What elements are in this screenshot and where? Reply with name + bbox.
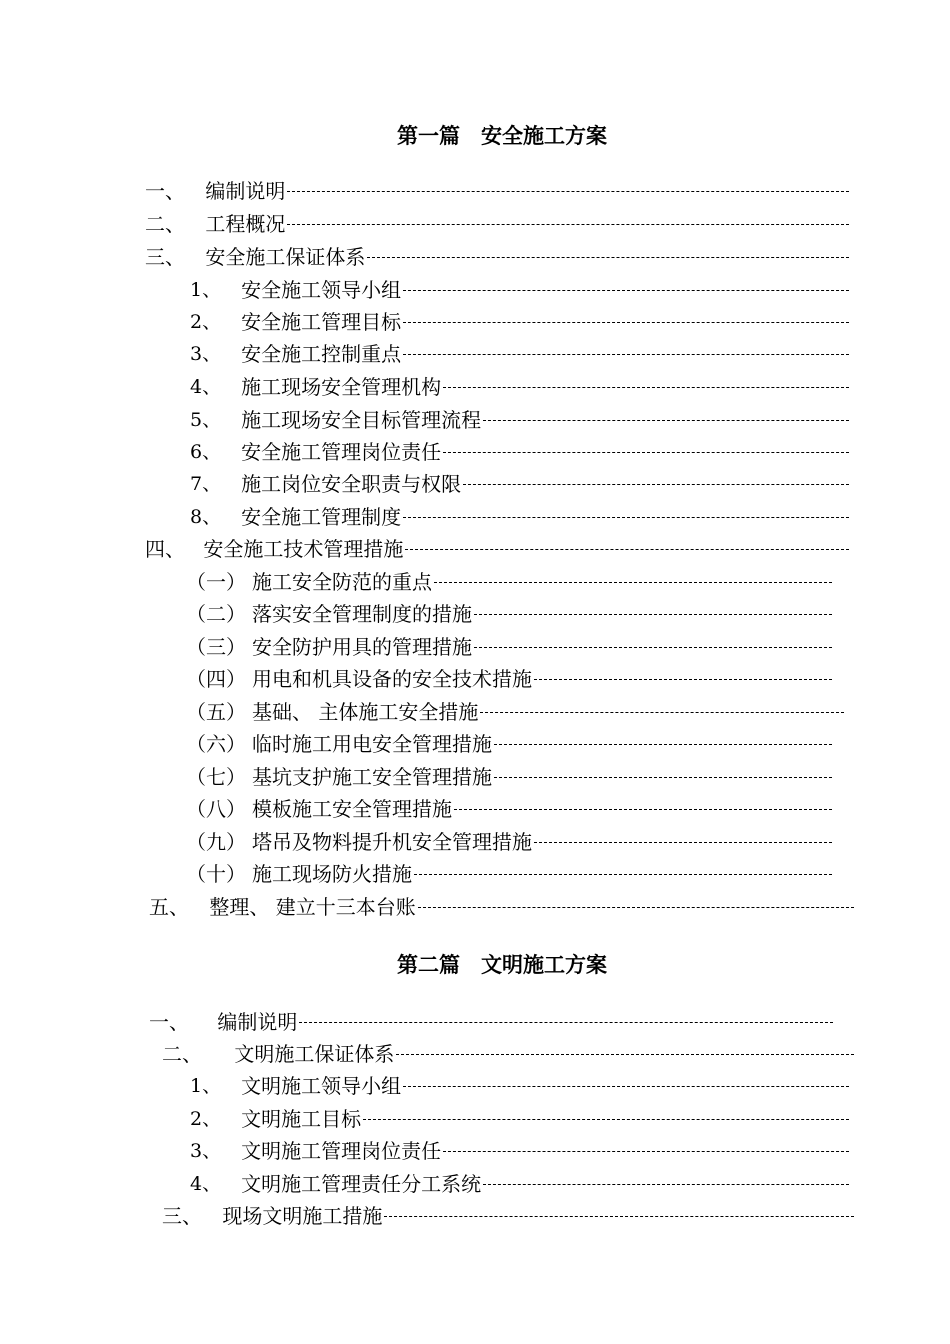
toc-entry-number: 一、 (145, 178, 192, 203)
leader-dashes (474, 647, 832, 648)
leader-dashes (414, 874, 832, 875)
toc-entry-label: 安全施工控制重点 (241, 341, 402, 366)
toc-entry (145, 532, 849, 562)
toc-entry (186, 792, 832, 822)
toc-entry-label: 编制说明 (205, 178, 286, 203)
toc-entry-label: 安全施工管理制度 (241, 504, 402, 529)
leader-dashes (287, 191, 849, 192)
toc-entry-label: 施工安全防范的重点 (252, 569, 432, 594)
toc-entry-number: 二、 (162, 1041, 209, 1066)
toc-entry-label: 基坑支护施工安全管理措施 (252, 764, 492, 789)
toc-entry-label: 施工现场安全管理机构 (241, 374, 442, 399)
toc-entry-number: （二） (186, 601, 246, 626)
toc-entry (186, 825, 832, 855)
toc-entry (186, 857, 832, 887)
leader-dashes (443, 452, 849, 453)
leader-dashes (418, 907, 854, 908)
toc-entry-number: （三） (186, 634, 246, 659)
toc-entry (190, 1134, 849, 1164)
leader-dashes (483, 420, 849, 421)
leader-dashes (405, 549, 849, 550)
leader-dashes (396, 1054, 854, 1055)
toc-entry-number: 五、 (149, 894, 196, 919)
leader-dashes (434, 582, 832, 583)
toc-entry-number: 1、 (190, 1074, 228, 1097)
toc-entry (186, 597, 832, 627)
leader-dashes (534, 679, 832, 680)
leader-dashes (299, 1022, 833, 1023)
toc-entry-number: 5、 (190, 408, 228, 431)
toc-entry-number: 三、 (145, 244, 192, 269)
toc-entry (162, 1037, 854, 1067)
toc-entry-number: （一） (186, 569, 246, 594)
leader-dashes (494, 777, 832, 778)
toc-entry-label: 塔吊及物料提升机安全管理措施 (252, 829, 532, 854)
leader-dashes (454, 809, 832, 810)
toc-entry-label: 文明施工目标 (241, 1106, 362, 1131)
toc-entry (190, 305, 849, 335)
toc-entry (145, 240, 849, 270)
toc-entry-number: （八） (186, 796, 246, 821)
toc-entry-label: 文明施工管理责任分工系统 (241, 1171, 482, 1196)
toc-entry (190, 337, 849, 367)
toc-entry (186, 695, 844, 725)
toc-entry-label: 基础、 主体施工安全措施 (252, 699, 479, 724)
toc-entry (190, 273, 849, 303)
leader-dashes (494, 744, 832, 745)
toc-entry-label: 施工岗位安全职责与权限 (241, 471, 462, 496)
toc-entry-label: 现场文明施工措施 (222, 1203, 383, 1228)
toc-entry-number: 四、 (145, 536, 192, 561)
toc-entry-label: 模板施工安全管理措施 (252, 796, 452, 821)
leader-dashes (534, 842, 832, 843)
toc-entry-label: 安全施工保证体系 (205, 244, 366, 269)
toc-entry-number: 6、 (190, 440, 228, 463)
toc-entry (190, 1167, 849, 1197)
toc-entry-label: 施工现场安全目标管理流程 (241, 407, 482, 432)
toc-entry-label: 临时施工用电安全管理措施 (252, 731, 492, 756)
toc-entry-number: 二、 (145, 211, 192, 236)
toc-entry-number: （六） (186, 731, 246, 756)
toc-entry-label: 安全施工管理目标 (241, 309, 402, 334)
toc-entry (190, 370, 849, 400)
toc-entry-number: （五） (186, 699, 246, 724)
toc-entry (145, 207, 849, 237)
leader-dashes (403, 517, 849, 518)
toc-entry (190, 403, 849, 433)
leader-dashes (443, 1151, 849, 1152)
toc-entry (186, 662, 832, 692)
toc-entry (149, 1005, 833, 1035)
toc-entry (190, 435, 849, 465)
toc-entry (186, 727, 832, 757)
toc-entry-label: 整理、 建立十三本台账 (209, 894, 416, 919)
leader-dashes (474, 614, 832, 615)
toc-entry-label: 施工现场防火措施 (252, 861, 412, 886)
leader-dashes (367, 257, 849, 258)
toc-entry-label: 编制说明 (217, 1009, 298, 1034)
toc-entry (190, 467, 849, 497)
toc-entry-number: 3、 (190, 342, 228, 365)
part2-title: 第二篇 文明施工方案 (397, 953, 607, 977)
part1-title: 第一篇 安全施工方案 (397, 124, 607, 148)
toc-entry-number: （四） (186, 666, 246, 691)
toc-entry-number: 4、 (190, 375, 228, 398)
leader-dashes (403, 322, 849, 323)
toc-entry (186, 565, 832, 595)
toc-entry-number: （七） (186, 764, 246, 789)
toc-entry-number: 8、 (190, 505, 228, 528)
toc-entry-number: 4、 (190, 1172, 228, 1195)
toc-entry-number: 2、 (190, 310, 228, 333)
toc-entry-label: 安全施工管理岗位责任 (241, 439, 442, 464)
toc-entry-label: 安全施工技术管理措施 (203, 536, 404, 561)
leader-dashes (403, 354, 849, 355)
leader-dashes (403, 1086, 849, 1087)
leader-dashes (463, 484, 849, 485)
toc-entry-number: 一、 (149, 1009, 196, 1034)
toc-entry-label: 安全防护用具的管理措施 (252, 634, 472, 659)
toc-entry (162, 1199, 854, 1229)
leader-dashes (483, 1184, 849, 1185)
leader-dashes (443, 387, 849, 388)
toc-entry-label: 文明施工保证体系 (234, 1041, 395, 1066)
toc-entry-number: 3、 (190, 1139, 228, 1162)
leader-dashes (363, 1119, 849, 1120)
toc-entry-label: 落实安全管理制度的措施 (252, 601, 472, 626)
toc-entry (186, 760, 832, 790)
toc-entry (190, 1102, 849, 1132)
toc-entry-number: （九） (186, 829, 246, 854)
toc-entry-number: （十） (186, 861, 246, 886)
toc-entry (190, 1069, 849, 1099)
leader-dashes (384, 1216, 854, 1217)
toc-entry-label: 用电和机具设备的安全技术措施 (252, 666, 532, 691)
toc-entry-label: 工程概况 (205, 211, 286, 236)
toc-entry-number: 三、 (162, 1203, 209, 1228)
toc-entry-number: 7、 (190, 472, 228, 495)
toc-entry (149, 890, 854, 920)
toc-entry (145, 174, 849, 204)
leader-dashes (287, 224, 849, 225)
toc-entry (190, 500, 849, 530)
toc-entry-label: 文明施工领导小组 (241, 1073, 402, 1098)
toc-entry-number: 2、 (190, 1107, 228, 1130)
leader-dashes (403, 290, 849, 291)
leader-dashes (480, 712, 844, 713)
toc-entry-label: 文明施工管理岗位责任 (241, 1138, 442, 1163)
toc-entry-label: 安全施工领导小组 (241, 277, 402, 302)
toc-entry (186, 630, 832, 660)
toc-entry-number: 1、 (190, 278, 228, 301)
